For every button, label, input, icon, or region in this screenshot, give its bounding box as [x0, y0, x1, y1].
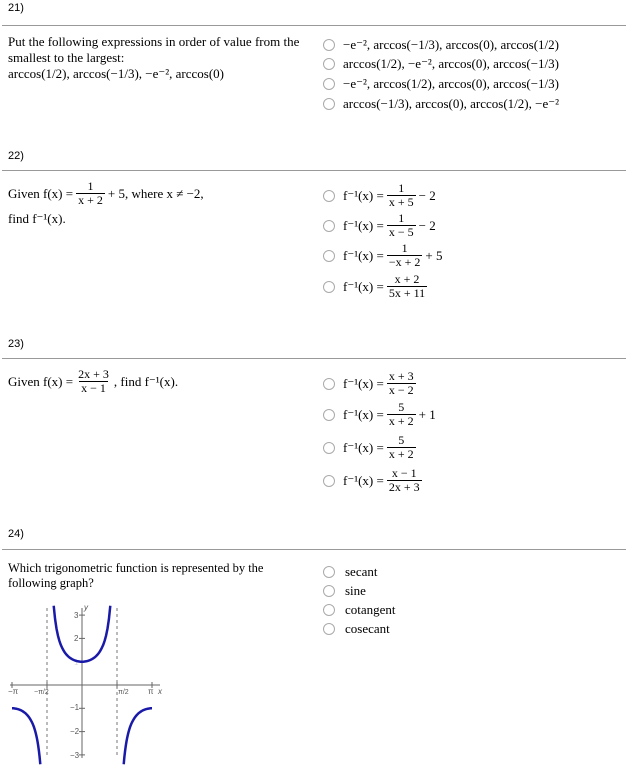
- option-lhs: f⁻¹(x) =: [343, 439, 384, 455]
- fraction: [387, 401, 416, 428]
- fraction: [387, 370, 416, 397]
- numerator: 1: [398, 211, 405, 225]
- numerator: 1: [401, 241, 408, 255]
- answer-option[interactable]: [323, 182, 436, 209]
- y-tick-label: −1: [70, 703, 80, 712]
- y-tick-label: 1: [74, 658, 79, 667]
- radio-button[interactable]: [323, 442, 335, 454]
- denominator: x + 2: [388, 414, 414, 428]
- fraction: [387, 242, 423, 269]
- radio-button[interactable]: [323, 78, 335, 90]
- question-number: 21): [8, 2, 24, 14]
- question-line: Which trigonometric function is represented by the: [8, 561, 264, 575]
- divider: [2, 549, 626, 550]
- answer-option[interactable]: [323, 467, 425, 494]
- option-label: arccos(−1/3), arccos(0), arccos(1/2), −e⁻²: [343, 96, 559, 111]
- divider: [2, 25, 626, 26]
- question-text-part: Given f(x) =: [8, 185, 74, 201]
- question-text: [8, 34, 308, 82]
- fraction: [387, 182, 416, 209]
- option-tail: − 2: [418, 217, 436, 233]
- numerator: x − 1: [391, 466, 417, 480]
- option-lhs: f⁻¹(x) =: [343, 406, 384, 422]
- question-number: 23): [8, 338, 24, 350]
- x-tick-label: π: [148, 687, 154, 696]
- y-axis-label: y: [84, 603, 88, 612]
- question-text-part: Given f(x) =: [8, 373, 74, 389]
- radio-button[interactable]: [323, 409, 335, 421]
- radio-button[interactable]: [323, 623, 335, 635]
- option-lhs: f⁻¹(x) =: [343, 187, 384, 203]
- answer-option[interactable]: [323, 621, 390, 637]
- question-line: following graph?: [8, 576, 94, 590]
- answer-option[interactable]: [323, 76, 559, 92]
- denominator: x − 5: [388, 225, 414, 239]
- option-lhs: f⁻¹(x) =: [343, 472, 384, 488]
- option-label: −e⁻², arccos(−1/3), arccos(0), arccos(1/2): [343, 37, 559, 52]
- question-text-part: + 5, where x ≠ −2,: [107, 185, 204, 201]
- denominator: 2x + 3: [388, 480, 420, 494]
- fraction: [387, 467, 422, 494]
- y-tick-label: 3: [74, 611, 79, 620]
- radio-button[interactable]: [323, 190, 335, 202]
- curve-branch: [12, 708, 40, 764]
- answer-option[interactable]: [323, 583, 366, 599]
- y-tick-label: 2: [74, 634, 79, 643]
- answer-option[interactable]: [323, 56, 559, 72]
- numerator: 5: [398, 400, 405, 414]
- answer-option[interactable]: [323, 212, 436, 239]
- option-label: cosecant: [345, 621, 390, 636]
- question-text: [8, 180, 318, 227]
- fraction: [76, 368, 111, 395]
- divider: [2, 170, 626, 171]
- option-tail: − 2: [418, 187, 436, 203]
- question-line: Put the following expressions in order of value from the: [8, 34, 300, 49]
- denominator: x + 2: [388, 447, 414, 461]
- denominator: x + 2: [78, 193, 103, 207]
- denominator: x − 2: [388, 383, 414, 397]
- fraction: [387, 273, 427, 300]
- numerator: 5: [398, 433, 405, 447]
- y-tick-label: −2: [70, 727, 80, 736]
- question-number: 24): [8, 528, 24, 540]
- radio-button[interactable]: [323, 566, 335, 578]
- radio-button[interactable]: [323, 378, 335, 390]
- option-lhs: f⁻¹(x) =: [343, 375, 384, 391]
- denominator: 5x + 11: [388, 286, 426, 300]
- x-axis-label: x: [158, 687, 162, 696]
- answer-option[interactable]: [323, 96, 559, 112]
- answer-option[interactable]: [323, 370, 419, 397]
- radio-button[interactable]: [323, 220, 335, 232]
- question-text: [8, 368, 318, 395]
- fraction: [387, 212, 416, 239]
- question-line: smallest to the largest:: [8, 50, 125, 65]
- numerator: 2x + 3: [78, 367, 109, 381]
- x-tick-label: −π: [8, 687, 19, 696]
- denominator: x + 5: [388, 195, 414, 209]
- numerator: x + 3: [388, 369, 414, 383]
- question-line: arccos(1/2), arccos(−1/3), −e⁻², arccos(0): [8, 66, 224, 81]
- option-tail: + 1: [418, 406, 436, 422]
- option-label: sine: [345, 583, 366, 598]
- numerator: x + 2: [394, 272, 420, 286]
- radio-button[interactable]: [323, 585, 335, 597]
- radio-button[interactable]: [323, 604, 335, 616]
- option-label: secant: [345, 564, 378, 579]
- y-tick-label: −3: [70, 751, 80, 760]
- radio-button[interactable]: [323, 39, 335, 51]
- numerator: 1: [87, 179, 94, 193]
- divider: [2, 358, 626, 359]
- option-tail: + 5: [425, 247, 443, 263]
- option-label: arccos(1/2), −e⁻², arccos(0), arccos(−1/3): [343, 56, 559, 71]
- denominator: −x + 2: [388, 255, 421, 269]
- question-line: find f⁻¹(x).: [8, 211, 66, 226]
- radio-button[interactable]: [323, 250, 335, 262]
- answer-option[interactable]: [323, 401, 436, 428]
- answer-option[interactable]: [323, 242, 442, 269]
- numerator: 1: [398, 181, 405, 195]
- fraction: [76, 180, 105, 207]
- answer-option[interactable]: [323, 434, 419, 461]
- option-lhs: f⁻¹(x) =: [343, 217, 384, 233]
- radio-button[interactable]: [323, 98, 335, 110]
- curve-branch: [124, 708, 152, 764]
- question-number: 22): [8, 150, 24, 162]
- question-text-part: , find f⁻¹(x).: [113, 373, 179, 389]
- radio-button[interactable]: [323, 281, 335, 293]
- fraction: [387, 434, 416, 461]
- radio-button[interactable]: [323, 58, 335, 70]
- x-tick-label: −π/2: [34, 689, 49, 696]
- answer-option[interactable]: [323, 273, 430, 300]
- question-text: [8, 561, 308, 591]
- x-tick-label: π/2: [118, 689, 129, 696]
- option-label: cotangent: [345, 602, 396, 617]
- answer-option[interactable]: [323, 37, 559, 53]
- denominator: x − 1: [81, 381, 106, 395]
- answer-option[interactable]: [323, 602, 396, 618]
- option-lhs: f⁻¹(x) =: [343, 247, 384, 263]
- radio-button[interactable]: [323, 475, 335, 487]
- function-graph: [0, 590, 180, 765]
- answer-option[interactable]: [323, 564, 377, 580]
- option-label: −e⁻², arccos(1/2), arccos(0), arccos(−1/3): [343, 76, 559, 91]
- option-lhs: f⁻¹(x) =: [343, 278, 384, 294]
